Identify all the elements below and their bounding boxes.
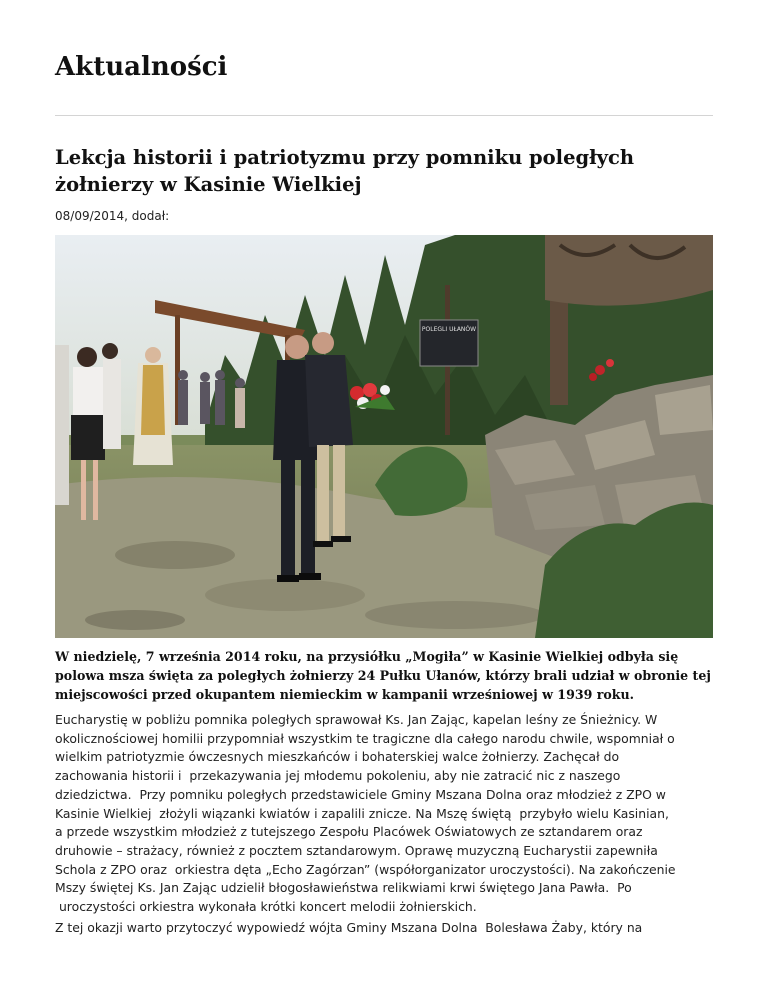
paragraph-line: Eucharystię w pobliżu pomnika poległych sprawował Ks. Jan Zając, kapelan leśny ze Śnieżnicy. W	[55, 712, 658, 727]
header-divider	[55, 115, 713, 116]
paragraph-line: zachowania historii i przekazywania jej młodemu pokoleniu, aby nie zatracić nic z naszego	[55, 768, 621, 784]
paragraph-line: Z tej okazji warto przytoczyć wypowiedź wójta Gminy Mszana Dolna Bolesława Żaby, który na	[55, 920, 643, 935]
paragraph-line: Mszy świętej Ks. Jan Zając udzielił błogosławieństwa relikwiami krwi świętego Jana Pawła. Po	[55, 880, 632, 896]
article-photo	[55, 235, 713, 638]
paragraph-line: dziedzictwa. Przy pomniku poległych przedstawiciele Gminy Mszana Dolna oraz młodzież z ZPO w	[55, 786, 666, 802]
paragraph-line: Schola z ZPO oraz orkiestra dęta „Echo Zagórzan” (współorganizator uroczystości). Na zakończenie	[55, 861, 676, 877]
paragraph-line: okolicznościowej homilii przypomniał wszystkim te tragiczne dla całego narodu chwile, wspomniał o	[55, 730, 675, 746]
paragraph-line: a przede wszystkim młodzież z tutejszego Zespołu Placówek Oświatowych ze sztandarem oraz	[55, 824, 643, 840]
paragraph-line: uroczystości orkiestra wykonała krótki koncert melodii żołnierskich.	[55, 899, 477, 915]
article-paragraph-2	[55, 919, 717, 938]
paragraph-line: druhowie – strażacy, również z pocztem sztandarowym. Oprawę muzyczną Eucharystii zapewniła	[55, 842, 658, 858]
article-meta: 08/09/2014, dodał:	[55, 209, 170, 223]
paragraph-line: Kasinie Wielkiej złożyli wiązanki kwiatów i zapalili znicze. Na Mszę świętą przybyło wielu Kasinian,	[55, 805, 669, 821]
memorial-sign-text: POLEGLI UŁANÓW	[421, 326, 477, 333]
article-paragraph-1	[55, 711, 717, 917]
page-title: Aktualności	[55, 52, 228, 82]
article-title[interactable]: Lekcja historii i patriotyzmu przy pomniku poległych żołnierzy w Kasinie Wielkiej	[55, 146, 635, 196]
paragraph-line: wielkim patriotyzmie ówczesnych mieszkańców i bohaterskiej walce żołnierzy. Zachęcał do	[55, 749, 620, 765]
article-lead: W niedzielę, 7 września 2014 roku, na przysiółku „Mogiła” w Kasinie Wielkiej odbyła się polowa msza święta za poległych żołnierzy 24 Pułku Ułanów, którzy brali udział w obronie tej miejscowości przed okupantem niemieckim w kampanii wrześniowej w 1939 roku.	[55, 649, 711, 702]
